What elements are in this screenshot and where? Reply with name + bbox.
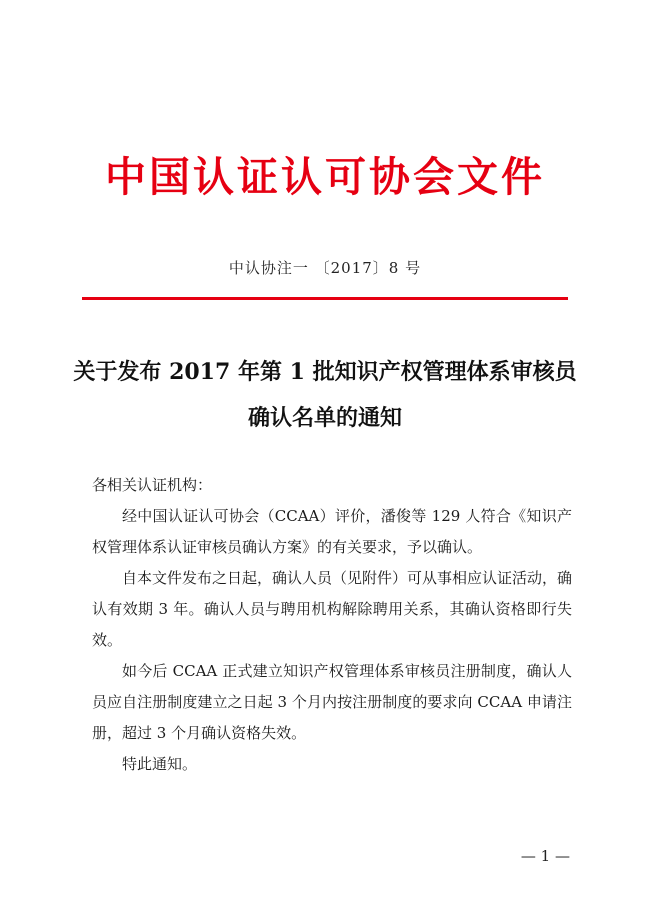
red-divider-rule bbox=[82, 297, 568, 300]
notice-title-line-1: 关于发布 2017 年第 1 批知识产权管理体系审核员 bbox=[73, 359, 577, 385]
document-header-title: 中国认证认可协会文件 bbox=[105, 153, 545, 201]
page-number: — 1 — bbox=[520, 847, 570, 865]
notice-title-line-2: 确认名单的通知 bbox=[247, 405, 402, 431]
salutation: 各相关认证机构： bbox=[92, 476, 213, 494]
document-number: 中认协注一 〔2017〕8 号 bbox=[228, 259, 422, 277]
body-paragraph: 自本文件发布之日起，确认人员（见附件）可从事相应认证活动，确认有效期 3 年。确认人员与聘用机构解除聘用关系，其确认资格即行失效。 bbox=[92, 569, 573, 649]
closing-remark: 特此通知。 bbox=[122, 755, 198, 773]
notice-body bbox=[92, 470, 572, 780]
body-paragraph: 如今后 CCAA 正式建立知识产权管理体系审核员注册制度，确认人员应自注册制度建立之日起 3 个月内按注册制度的要求向 CCAA 申请注册，超过 3 个月确认资格失效。 bbox=[92, 662, 572, 742]
notice-title bbox=[0, 349, 650, 441]
body-paragraph: 经中国认证认可协会（CCAA）评价，潘俊等 129 人符合《知识产权管理体系认证审核员确认方案》的有关要求，予以确认。 bbox=[92, 507, 572, 556]
